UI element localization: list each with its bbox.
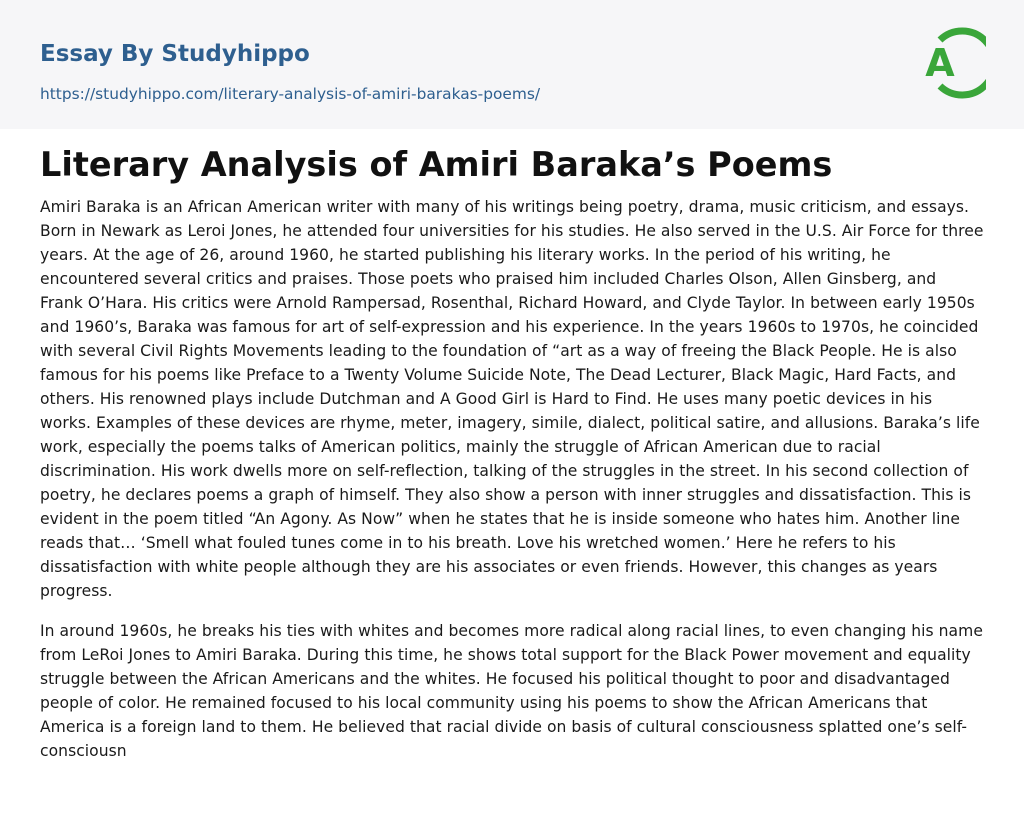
- page-title: Literary Analysis of Amiri Baraka’s Poems: [40, 145, 833, 184]
- essay-url-link[interactable]: https://studyhippo.com/literary-analysis-of-amiri-barakas-poems/: [40, 85, 541, 103]
- article-paragraph-1: Amiri Baraka is an African American writer with many of his writings being poetry, drama, music criticism, and essays. Born in Newark as Leroi Jones, he attended four universities for his studies. He also served in the U.S. Air Force for three years. At the age of 26, around 1960, he started publishing his literary works. In the period of his writing, he encountered several critics and praises. Those poets who praised him included Charles Olson, Allen Ginsberg, and Frank O’Hara. His critics were Arnold Rampersad, Rosenthal, Richard Howard, and Clyde Taylor. In between early 1950s and 1960’s, Baraka was famous for art of self-expression and his experience. In the years 1960s to 1970s, he coincided with several Civil Rights Movements leading to the foundation of “art as a way of freeing the Black People. He is also famous for his poems like Preface to a Twenty Volume Suicide Note, The Dead Lecturer, Black Magic, Hard Facts, and others. His renowned plays include Dutchman and A Good Girl is Hard to Find. He uses many poetic devices in his works. Examples of these devices are rhyme, meter, imagery, simile, dialect, political satire, and allusions. Baraka’s life work, especially the poems talks of American politics, mainly the struggle of African American due to racial discrimination. His work dwells more on self-reflection, talking of the struggles in the street. In his second collection of poetry, he declares poems a graph of himself. They also show a person with inner struggles and dissatisfaction. This is evident in the poem titled “An Agony. As Now” when he states that he is inside someone who hates him. Another line reads that… ‘Smell what fouled tunes come in to his breath. Love his wretched women.’ Here he refers to his dissatisfaction with white people although they are his associates or even friends. However, this changes as years progress.: [40, 198, 984, 600]
- studyhippo-logo-icon[interactable]: [914, 20, 986, 106]
- logo-letter: A: [925, 41, 955, 85]
- article-paragraph-2: In around 1960s, he breaks his ties with whites and becomes more radical along racial lines, to even changing his name from LeRoi Jones to Amiri Baraka. During this time, he shows total support for the Black Power movement and equality struggle between the African Americans and the whites. He focused his political thought to poor and disadvantaged people of color. He remained focused to his local community using his poems to show the African Americans that America is a foreign land to them. He believed that racial divide on basis of cultural consciousness splatted one’s self-consciousn: [40, 622, 983, 760]
- article-body: [40, 195, 984, 779]
- site-header: [0, 0, 1024, 129]
- site-brand[interactable]: Essay By Studyhippo: [40, 41, 310, 67]
